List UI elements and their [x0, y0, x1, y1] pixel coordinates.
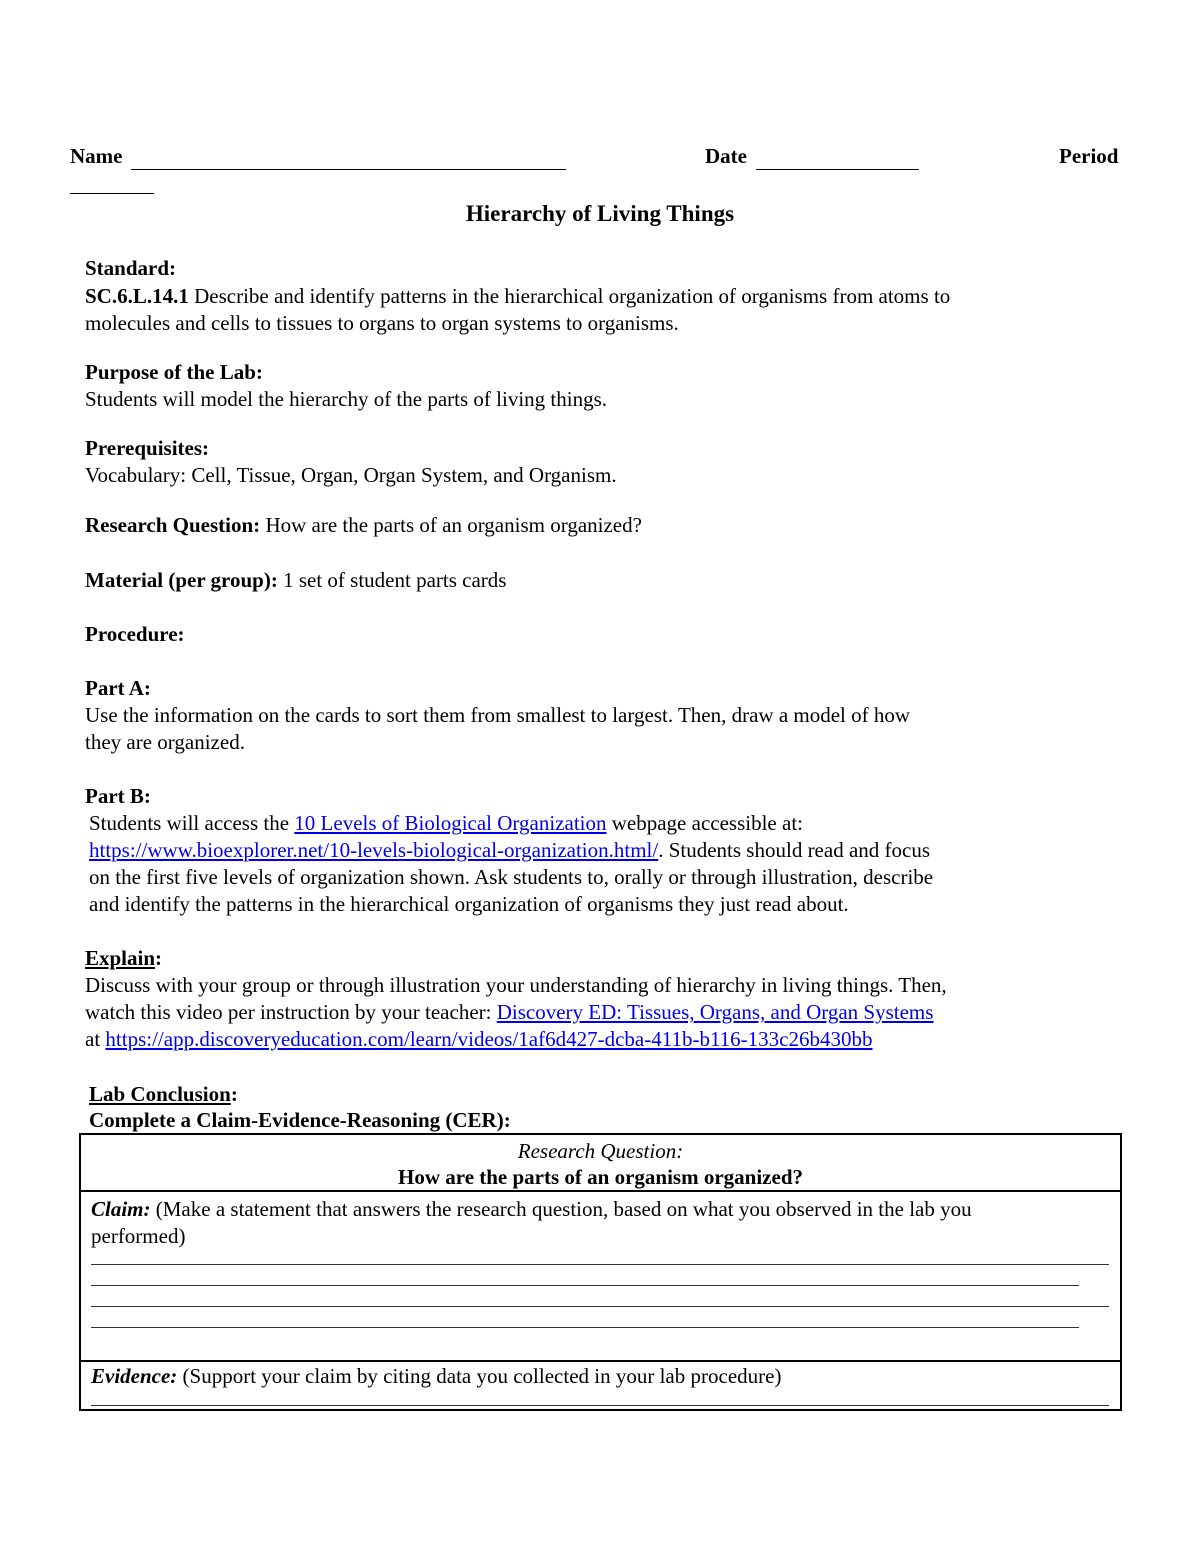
cer-row-divider-1: [81, 1190, 1120, 1192]
purpose-heading: Purpose of the Lab:: [85, 360, 263, 384]
explain-heading: [85, 948, 162, 969]
date-field[interactable]: [756, 151, 919, 170]
evidence-answer-line-1[interactable]: [91, 1405, 1109, 1406]
evidence-label: Evidence:: [91, 1364, 178, 1388]
part-b-line3: on the first five levels of organization shown. Ask students to, orally or through illustration, describe: [89, 865, 934, 889]
material-text: 1 set of student parts cards: [277, 568, 507, 592]
part-b-line4: and identify the patterns in the hierarchical organization of organisms they just read about.: [89, 892, 849, 916]
part-a-line1: Use the information on the cards to sort them from smallest to largest. Then, draw a model of how: [85, 703, 911, 727]
part-b-line1-post: webpage accessible at:: [606, 811, 803, 835]
levels-organization-link[interactable]: 10 Levels of Biological Organization: [294, 811, 607, 835]
prerequisites-text: Vocabulary: Cell, Tissue, Organ, Organ System, and Organism.: [85, 463, 617, 487]
research-question-label: Research Question:: [85, 513, 261, 537]
bioexplorer-url-link[interactable]: https://www.bioexplorer.net/10-levels-biological-organization.html/: [89, 838, 659, 862]
claim-text-line2: performed): [91, 1224, 186, 1248]
part-b-line2-post: . Students should read and focus: [658, 838, 931, 862]
name-field[interactable]: [131, 151, 566, 170]
discovery-video-link[interactable]: Discovery ED: Tissues, Organs, and Organ Systems: [496, 1000, 934, 1024]
procedure-heading: Procedure:: [85, 622, 185, 646]
evidence-prompt: [91, 1366, 781, 1387]
purpose-text: Students will model the hierarchy of the parts of living things.: [85, 387, 607, 411]
date-label: Date: [705, 144, 747, 168]
part-b-heading: Part B:: [85, 784, 151, 808]
claim-answer-line-4[interactable]: [91, 1327, 1079, 1328]
standard-text: [85, 283, 950, 337]
claim-text-line1: (Make a statement that answers the research question, based on what you observed in the lab you: [150, 1197, 972, 1221]
claim-answer-line-1[interactable]: [91, 1264, 1109, 1265]
part-b-text: [89, 810, 933, 918]
part-a-heading: Part A:: [85, 676, 151, 700]
page-title: Hierarchy of Living Things: [465, 201, 735, 226]
part-b-line1-pre: Students will access the: [89, 811, 295, 835]
cer-research-question-text: How are the parts of an organism organized?: [398, 1165, 803, 1189]
prerequisites-heading: Prerequisites:: [85, 436, 210, 460]
material: [85, 567, 506, 594]
standard-code: SC.6.L.14.1: [85, 284, 189, 308]
standard-text-line1: Describe and identify patterns in the hierarchical organization of organisms from atoms to: [188, 284, 951, 308]
explain-line1: Discuss with your group or through illustration your understanding of hierarchy in living things. Then,: [85, 973, 947, 997]
lab-conclusion-heading: [89, 1084, 238, 1105]
cer-instructions: Complete a Claim-Evidence-Reasoning (CER):: [89, 1108, 511, 1132]
evidence-text: (Support your claim by citing data you collected in your lab procedure): [177, 1364, 782, 1388]
cer-table: [79, 1133, 1122, 1411]
research-question: [85, 512, 642, 539]
cer-research-question-label: Research Question:: [517, 1139, 684, 1163]
lab-conclusion-heading-text: Lab Conclusion: [89, 1082, 231, 1106]
part-a-line2: they are organized.: [85, 730, 245, 754]
discovery-video-url-link[interactable]: https://app.discoveryeducation.com/learn/videos/1af6d427-dcba-411b-b116-133c26b430bb: [105, 1027, 873, 1051]
research-question-text: How are the parts of an organism organized?: [260, 513, 642, 537]
claim-answer-line-2[interactable]: [91, 1285, 1079, 1286]
claim-label: Claim:: [91, 1197, 151, 1221]
explain-heading-text: Explain: [85, 946, 156, 970]
explain-text: [85, 972, 947, 1053]
cer-row-divider-2: [81, 1360, 1120, 1362]
period-field[interactable]: [70, 177, 154, 194]
part-a-text: [85, 702, 910, 756]
claim-answer-line-3[interactable]: [91, 1306, 1109, 1307]
lab-conclusion-colon: :: [230, 1082, 238, 1106]
claim-prompt: [91, 1196, 972, 1250]
explain-heading-colon: :: [155, 946, 163, 970]
standard-heading: Standard:: [85, 256, 177, 280]
period-label: Period: [1059, 144, 1119, 168]
material-label: Material (per group):: [85, 568, 278, 592]
explain-line3-pre: at: [85, 1027, 106, 1051]
name-label: Name: [70, 144, 123, 168]
standard-text-line2: molecules and cells to tissues to organs to organ systems to organisms.: [85, 311, 679, 335]
explain-line2-pre: watch this video per instruction by your teacher:: [85, 1000, 497, 1024]
